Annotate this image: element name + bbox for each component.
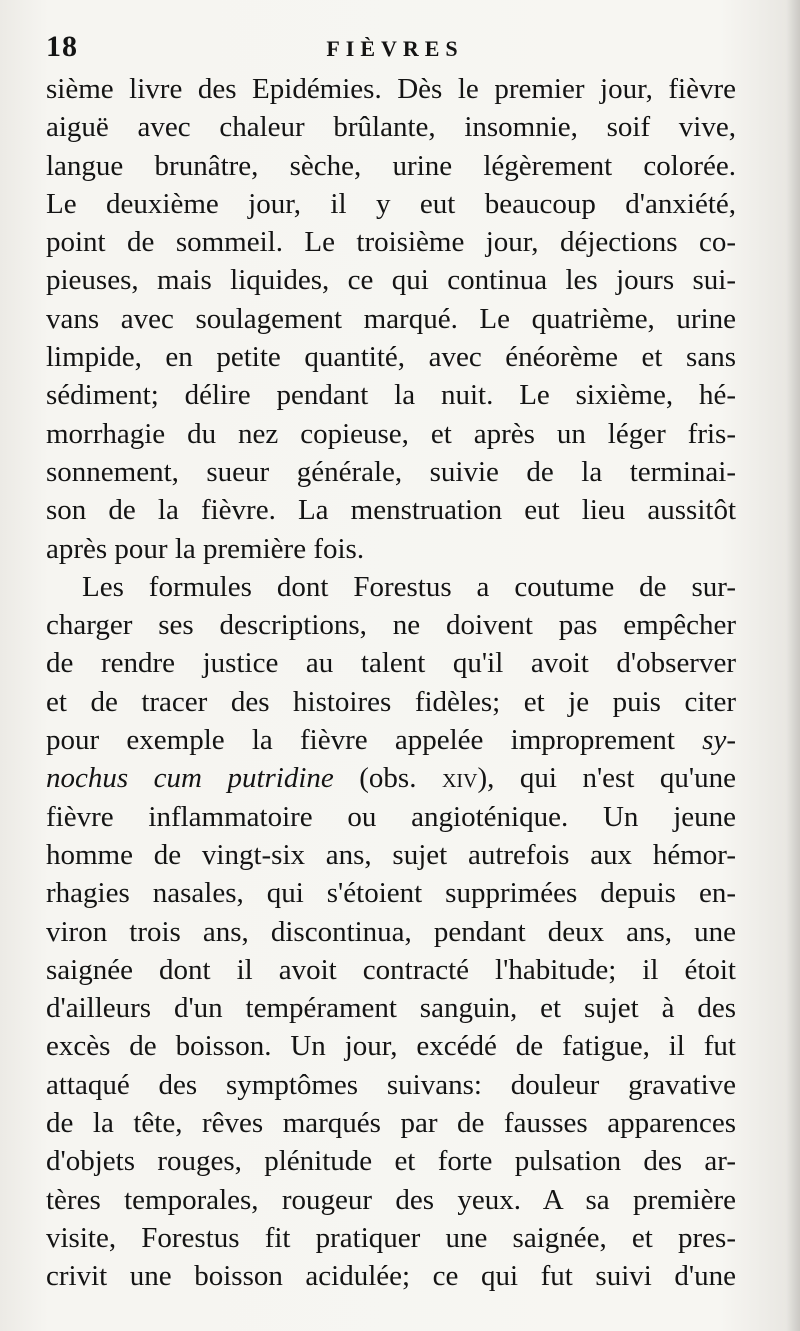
text-line: sième livre des Epidémies. Dès le premier jour, fièvre bbox=[46, 73, 736, 105]
text-line bbox=[46, 721, 736, 759]
text-line: rhagies nasales, qui s'étoient supprimées depuis en- bbox=[46, 877, 736, 910]
text-line: saignée dont il avoit contracté l'habitude; il étoit bbox=[46, 953, 736, 986]
text-line: viron trois ans, discontinua, pendant deux ans, une bbox=[46, 915, 736, 948]
text-line: charger ses descriptions, ne doivent pas empêcher bbox=[46, 609, 736, 642]
text-line: visite, Forestus fit pratiquer une saignée, et pres- bbox=[46, 1221, 736, 1254]
observation-number: xiv bbox=[441, 762, 478, 795]
paragraph-1 bbox=[46, 70, 736, 568]
text-line: et de tracer des histoires fidèles; et je puis citer bbox=[46, 685, 736, 718]
page-edge-shadow bbox=[786, 0, 800, 1331]
text-line: limpide, en petite quantité, avec énéorème et sans bbox=[46, 341, 736, 374]
text-line: vans avec soulagement marqué. Le quatrième, urine bbox=[46, 302, 736, 335]
paragraph-2 bbox=[46, 568, 736, 1296]
body-text bbox=[46, 70, 736, 1296]
page-number: 18 bbox=[46, 30, 78, 63]
text-line: aiguë avec chaleur brûlante, insomnie, soif vive, bbox=[46, 111, 736, 144]
page-header bbox=[46, 30, 744, 70]
text-line: sonnement, sueur générale, suivie de la terminai- bbox=[46, 455, 736, 488]
text-line: morrhagie du nez copieuse, et après un léger fris- bbox=[46, 417, 736, 450]
text-line: sédiment; délire pendant la nuit. Le sixième, hé- bbox=[46, 379, 736, 412]
text-line: de la tête, rêves marqués par de fausses apparences bbox=[46, 1107, 736, 1140]
italic-term: sy- bbox=[702, 724, 736, 757]
text-line: fièvre inflammatoire ou angioténique. Un jeune bbox=[46, 800, 736, 833]
text-line: tères temporales, rougeur des yeux. A sa première bbox=[46, 1183, 736, 1216]
text-line: son de la fièvre. La menstruation eut lieu aussitôt bbox=[46, 494, 736, 527]
running-head: FIÈVRES bbox=[326, 36, 464, 61]
text-line: d'ailleurs d'un tempérament sanguin, et sujet à des bbox=[46, 992, 736, 1025]
text-run: pour exemple la fièvre appelée improprement bbox=[46, 724, 703, 757]
text-line: pieuses, mais liquides, ce qui continua les jours sui- bbox=[46, 264, 736, 297]
text-line: Les formules dont Forestus a coutume de sur- bbox=[82, 570, 736, 603]
text-line: de rendre justice au talent qu'il avoit d'observer bbox=[46, 647, 736, 680]
text-line: point de sommeil. Le troisième jour, déjections co- bbox=[46, 226, 736, 259]
text-line: attaqué des symptômes suivans: douleur gravative bbox=[46, 1068, 736, 1101]
text-line: langue brunâtre, sèche, urine légèrement colorée. bbox=[46, 149, 736, 182]
text-line bbox=[46, 759, 736, 797]
text-line: d'objets rouges, plénitude et forte pulsation des ar- bbox=[46, 1145, 736, 1178]
text-line: crivit une boisson acidulée; ce qui fut suivi d'une bbox=[46, 1260, 736, 1293]
text-run: ), qui n'est qu'une bbox=[477, 762, 736, 795]
text-line: Le deuxième jour, il y eut beaucoup d'anxiété, bbox=[46, 187, 736, 220]
text-line: excès de boisson. Un jour, excédé de fatigue, il fut bbox=[46, 1030, 736, 1063]
text-run: (obs. bbox=[333, 762, 442, 795]
italic-term: nochus cum putridine bbox=[46, 762, 334, 795]
text-line: après pour la première fois. bbox=[46, 532, 365, 565]
text-line: homme de vingt-six ans, sujet autrefois aux hémor- bbox=[46, 838, 736, 871]
